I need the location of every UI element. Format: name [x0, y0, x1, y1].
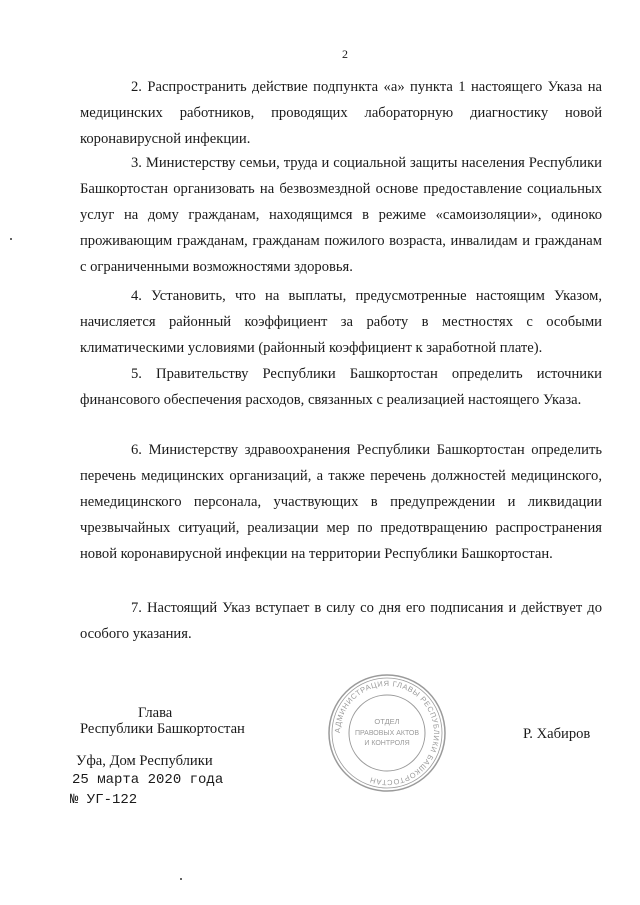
stamp-ring-text: АДМИНИСТРАЦИЯ ГЛАВЫ РЕСПУБЛИКИ БАШКОРТОСТАН [332, 678, 442, 788]
official-seal-stamp [326, 672, 448, 794]
decree-number: № УГ-122 [70, 792, 138, 808]
signatory-title-line1: Глава [138, 705, 173, 721]
signing-date: 25 марта 2020 года [72, 772, 224, 788]
paragraph-7: 7. Настоящий Указ вступает в силу со дня его подписания и действует до особого указания. [80, 600, 602, 642]
paragraph-5: 5. Правительству Республики Башкортостан определить источники финансового обеспечения расходов, связанных с реализацией настоящего Указа. [80, 366, 602, 408]
stamp-center-line3: И КОНТРОЛЯ [364, 740, 410, 747]
paragraph-4: 4. Установить, что на выплаты, предусмотренные настоящим Указом, начисляется районный коэффициент за работу в местностях с особыми климатическими условиями (районный коэффициент к заработной плате). [80, 288, 602, 356]
paragraph-6: 6. Министерству здравоохранения Республики Башкортостан определить перечень медицинских организаций, а также перечень должностей медицинского, немедицинского персонала, участвующих в предупреждении и ликвидации чрезвычайных ситуаций, реализации мер по предотвращению распространения новой коронавирусной инфекции на территории Республики Башкортостан. [80, 442, 602, 562]
page-number: 2 [342, 47, 348, 61]
signatory-title-line2: Республики Башкортостан [80, 721, 245, 737]
signing-place: Уфа, Дом Республики [76, 753, 213, 769]
paragraph-2: 2. Распространить действие подпункта «а» пункта 1 настоящего Указа на медицинских работников, проводящих лабораторную диагностику новой коронавирусной инфекции. [80, 79, 602, 147]
scan-speck [10, 238, 12, 240]
stamp-center-line2: ПРАВОВЫХ АКТОВ [354, 730, 420, 737]
paragraph-3: 3. Министерству семьи, труда и социальной защиты населения Республики Башкортостан организовать на безвозмездной основе предоставление социальных услуг на дому гражданам, находящимся в режиме «самоизоляции», одиноко проживающим гражданам, гражданам пожилого возраста, инвалидам и гражданам с ограниченными возможностями здоровья. [80, 155, 602, 275]
signatory-name: Р. Хабиров [523, 726, 591, 742]
scan-speck [180, 878, 182, 880]
stamp-center-line1: ОТДЕЛ [374, 717, 400, 726]
